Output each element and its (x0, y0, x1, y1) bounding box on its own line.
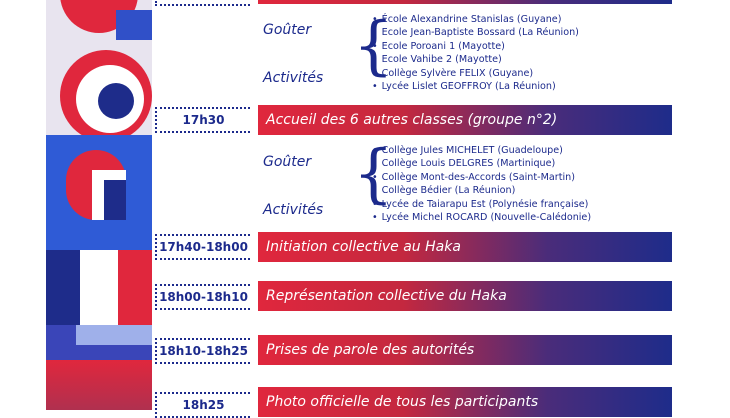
event-bar: Représentation collective du Haka (258, 281, 672, 311)
decorative-flag-strip (46, 0, 152, 410)
event-bar: Photo officielle de tous les participants (258, 387, 672, 417)
time-badge: 18h10-18h25 (155, 338, 250, 364)
time-badge: 17h40-18h00 (155, 234, 250, 260)
list-item: • Ecole Poroani 1 (Mayotte) (372, 40, 579, 53)
brace-2: { (353, 137, 394, 211)
time-badge: 18h00-18h10 (155, 284, 250, 310)
label-activites-2: Activités (263, 202, 324, 218)
list-item: • Lycée de Taiarapu Est (Polynésie française) (372, 198, 591, 211)
school-list-group1 (372, 13, 579, 93)
list-item: • Ecole Jean-Baptiste Bossard (La Réunion) (372, 26, 579, 39)
event-bar: Accueil des 6 autres classes (groupe n°2) (258, 105, 672, 135)
time-badge: 17h30 (155, 107, 250, 133)
time-badge-top (155, 0, 250, 6)
time-badge: 18h25 (155, 392, 250, 418)
list-item: • Collège Mont-des-Accords (Saint-Martin) (372, 171, 591, 184)
list-item: • Collège Louis DELGRES (Martinique) (372, 157, 591, 170)
list-item: • Collège Sylvère FELIX (Guyane) (372, 67, 579, 80)
list-item: • Ecole Vahibe 2 (Mayotte) (372, 53, 579, 66)
list-item: • Collège Jules MICHELET (Guadeloupe) (372, 144, 591, 157)
label-gouter-2: Goûter (263, 154, 312, 170)
list-item: • Lycée Michel ROCARD (Nouvelle-Calédonie) (372, 211, 591, 224)
label-activites-1: Activités (263, 70, 324, 86)
list-item: • Collège Bédier (La Réunion) (372, 184, 591, 197)
brace-1: { (353, 9, 394, 83)
event-bar-top (258, 0, 672, 4)
school-list-group2 (372, 144, 591, 224)
event-bar: Initiation collective au Haka (258, 232, 672, 262)
list-item: • École Alexandrine Stanislas (Guyane) (372, 13, 579, 26)
label-gouter-1: Goûter (263, 22, 312, 38)
event-bar: Prises de parole des autorités (258, 335, 672, 365)
list-item: • Lycée Lislet GEOFFROY (La Réunion) (372, 80, 579, 93)
